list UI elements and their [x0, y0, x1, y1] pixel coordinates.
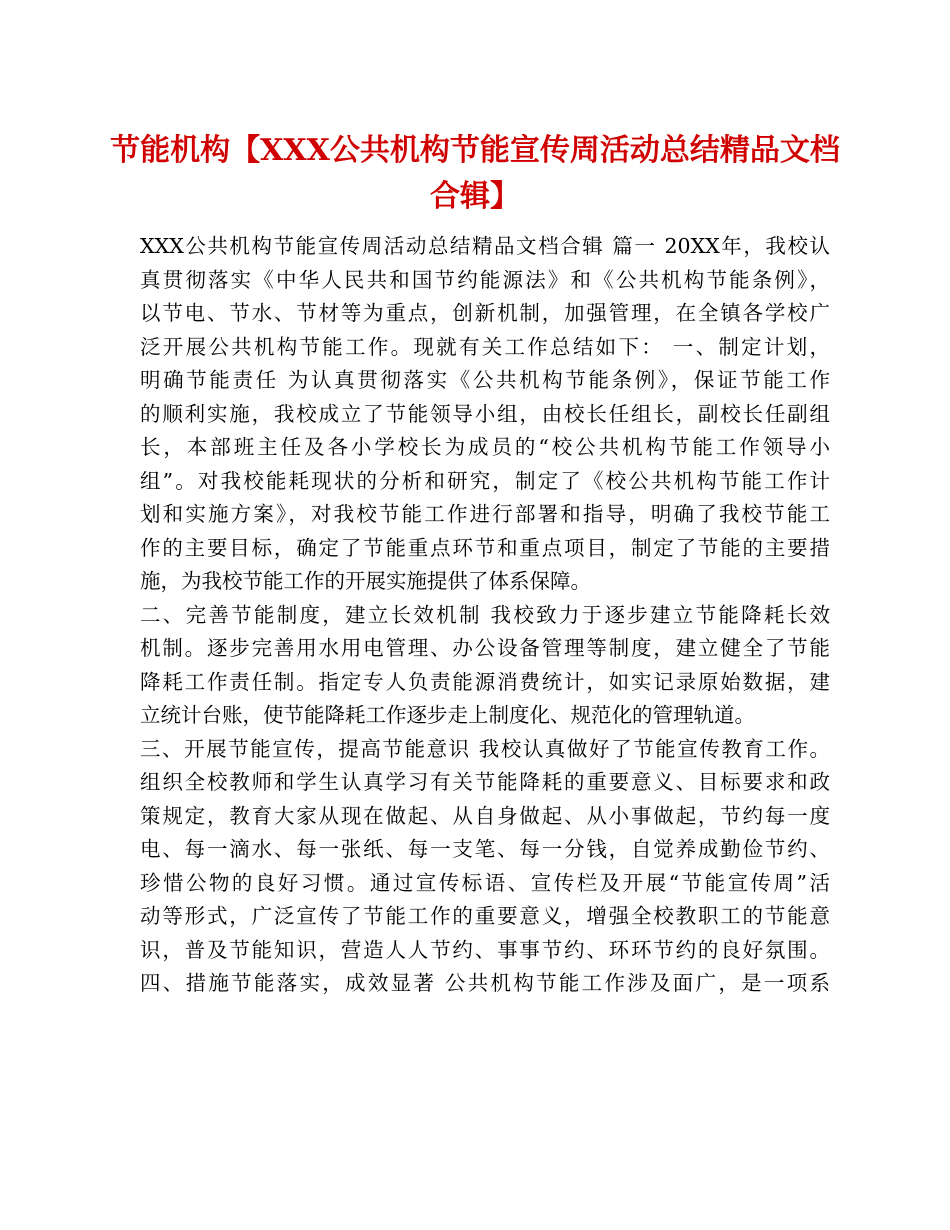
body-line: 珍惜公物的良好习惯。通过宣传标语、宣传栏及开展“节能宣传周”活	[140, 870, 830, 895]
body-line: 作的主要目标，确定了节能重点环节和重点项目，制定了节能的主要措	[140, 535, 830, 560]
body-line: 三、开展节能宣传，提高节能意识 我校认真做好了节能宣传教育工作。	[140, 736, 830, 761]
body-line: 降耗工作责任制。指定专人负责能源消费统计，如实记录原始数据，建	[140, 669, 830, 694]
body-line: 四、措施节能落实，成效显著 公共机构节能工作涉及面广，是一项系	[140, 971, 830, 995]
body-line: 机制。逐步完善用水用电管理、办公设备管理等制度，建立健全了节能	[140, 636, 830, 660]
body-line: 策规定，教育大家从现在做起、从自身做起、从小事做起，节约每一度	[140, 803, 830, 828]
body-line: 明确节能责任 为认真贯彻落实《公共机构节能条例》，保证节能工作	[140, 368, 830, 392]
body-line: 施，为我校节能工作的开展实施提供了体系保障。	[140, 569, 591, 593]
body-line: 真贯彻落实《中华人民共和国节约能源法》和《公共机构节能条例》，	[140, 267, 830, 292]
body-line: 二、完善节能制度，建立长效机制 我校致力于逐步建立节能降耗长效	[140, 602, 830, 627]
body-line: 的顺利实施，我校成立了节能领导小组，由校长任组长，副校长任副组	[140, 401, 830, 426]
body-line: XXX公共机构节能宣传周活动总结精品文档合辑 篇一 20XX年，我校认	[140, 234, 830, 258]
body-line: 组织全校教师和学生认真学习有关节能降耗的重要意义、目标要求和政	[140, 770, 830, 794]
body-line: 电、每一滴水、每一张纸、每一支笔、每一分钱，自觉养成勤俭节约、	[140, 837, 830, 861]
body-line: 动等形式，广泛宣传了节能工作的重要意义，增强全校教职工的节能意	[140, 904, 830, 928]
title-line: 节能机构【XXX公共机构节能宣传周活动总结精品文档	[110, 133, 840, 168]
title-line: 合辑】	[430, 179, 520, 214]
document-title	[100, 128, 850, 220]
body-line: 长，本部班主任及各小学校长为成员的“校公共机构节能工作领导小	[140, 435, 830, 459]
body-line: 立统计台账，使节能降耗工作逐步走上制度化、规范化的管理轨道。	[140, 703, 755, 727]
body-line: 以节电、节水、节材等为重点，创新机制，加强管理，在全镇各学校广	[140, 301, 830, 325]
body-line: 划和实施方案》，对我校节能工作进行部署和指导，明确了我校节能工	[140, 502, 830, 526]
body-line: 组”。对我校能耗现状的分析和研究，制定了《校公共机构节能工作计	[140, 468, 830, 493]
body-line: 泛开展公共机构节能工作。现就有关工作总结如下： 一、制定计划，	[140, 334, 830, 359]
body-line: 识，普及节能知识，营造人人节约、事事节约、环环节约的良好氛围。	[140, 937, 830, 962]
document-body	[140, 230, 830, 1001]
